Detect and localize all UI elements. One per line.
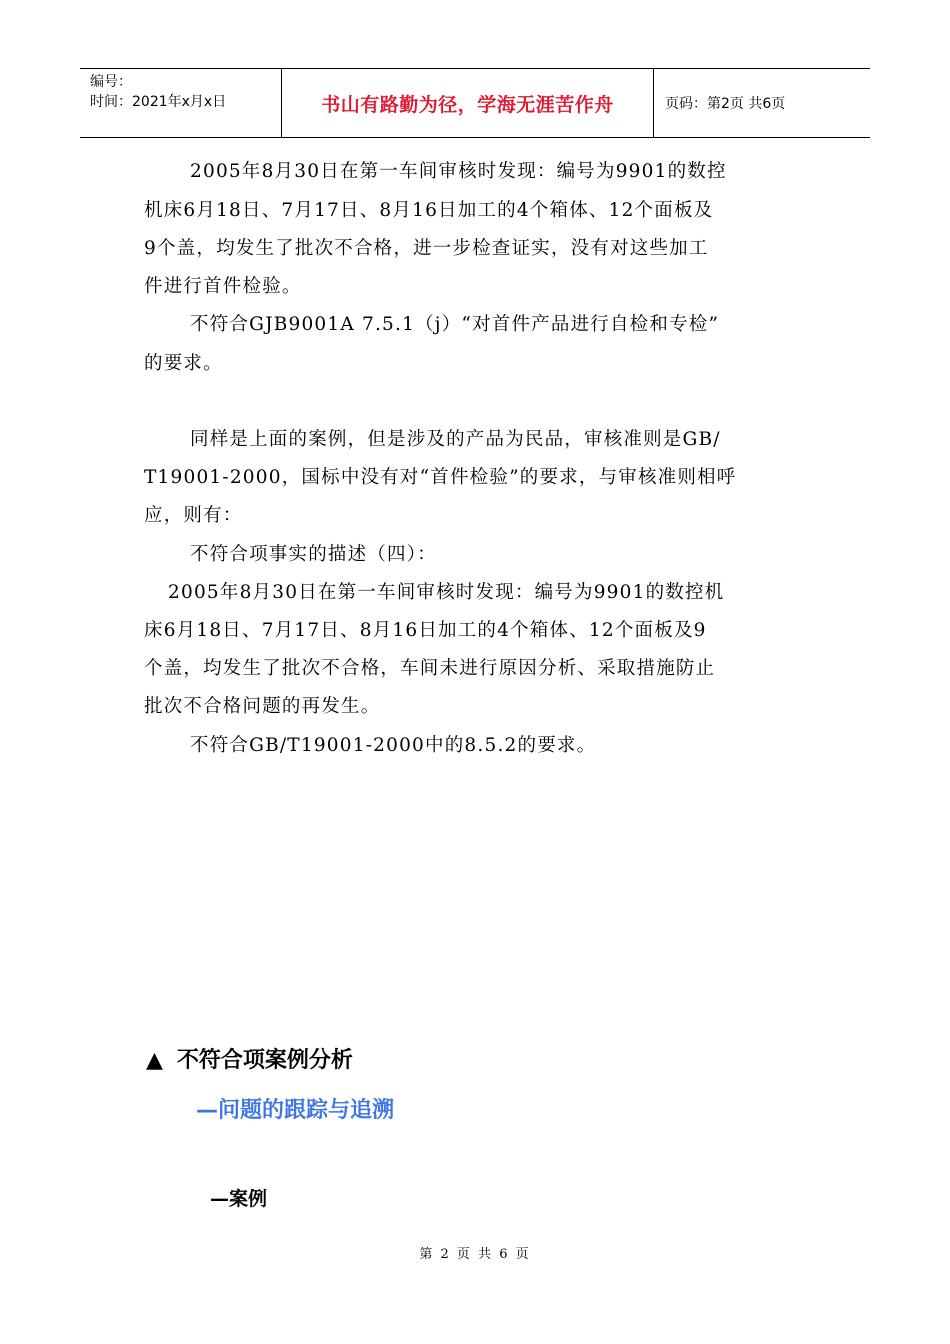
paragraph-line: 2005年8月30日在第一车间审核时发现：编号为9901的数控机 xyxy=(168,582,725,603)
triangle-icon: ▲ xyxy=(146,1048,163,1073)
section-title xyxy=(146,1046,353,1076)
paragraph-line: 批次不合格问题的再发生。 xyxy=(144,696,381,717)
paragraph-line: 个盖，均发生了批次不合格，车间未进行原因分析、采取措施防止 xyxy=(144,658,716,679)
motto-text: 书山有路勤为径，学海无涯苦作舟 xyxy=(321,94,614,116)
paragraph-line: 的要求。 xyxy=(144,353,223,374)
paragraph-line: T19001-2000，国标中没有对“首件检验”的要求，与审核准则相呼 xyxy=(144,467,737,488)
paragraph-line: 不符合GB/T19001-2000中的8.5.2的要求。 xyxy=(190,735,597,756)
paragraph-line: 2005年8月30日在第一车间审核时发现：编号为9901的数控 xyxy=(190,161,727,182)
paragraph-line: 同样是上面的案例，但是涉及的产品为民品，审核准则是GB/ xyxy=(190,429,721,450)
paragraph-line: 件进行首件检验。 xyxy=(144,276,302,297)
header-page-cell xyxy=(655,69,870,137)
time-label: 时间：2021年x月x日 xyxy=(90,94,227,110)
header-meta-cell xyxy=(80,69,282,137)
paragraph-line: 不符合项事实的描述（四）： xyxy=(190,544,437,565)
section-title-text: 不符合项案例分析 xyxy=(176,1048,353,1073)
paragraph-line: 床6月18日、7月17日、8月16日加工的4个箱体、12个面板及9 xyxy=(144,620,707,641)
paragraph-line: 9个盖，均发生了批次不合格，进一步检查证实，没有对这些加工 xyxy=(144,238,709,259)
case-label: —案例 xyxy=(210,1188,268,1210)
page-info: 页码：第2页 共6页 xyxy=(665,96,786,112)
paragraph-line: 应，则有： xyxy=(144,505,243,526)
paragraph-line: 机床6月18日、7月17日、8月16日加工的4个箱体、12个面板及 xyxy=(144,200,714,221)
paragraph-line: 不符合GJB9001A 7.5.1（j）“对首件产品进行自检和专检” xyxy=(190,314,720,335)
page-header xyxy=(80,68,870,138)
number-label: 编号： xyxy=(90,74,132,90)
header-motto-cell xyxy=(282,69,654,137)
page-footer: 第 2 页 共 6 页 xyxy=(419,1247,531,1262)
section-subtitle: —问题的跟踪与追溯 xyxy=(196,1098,395,1123)
